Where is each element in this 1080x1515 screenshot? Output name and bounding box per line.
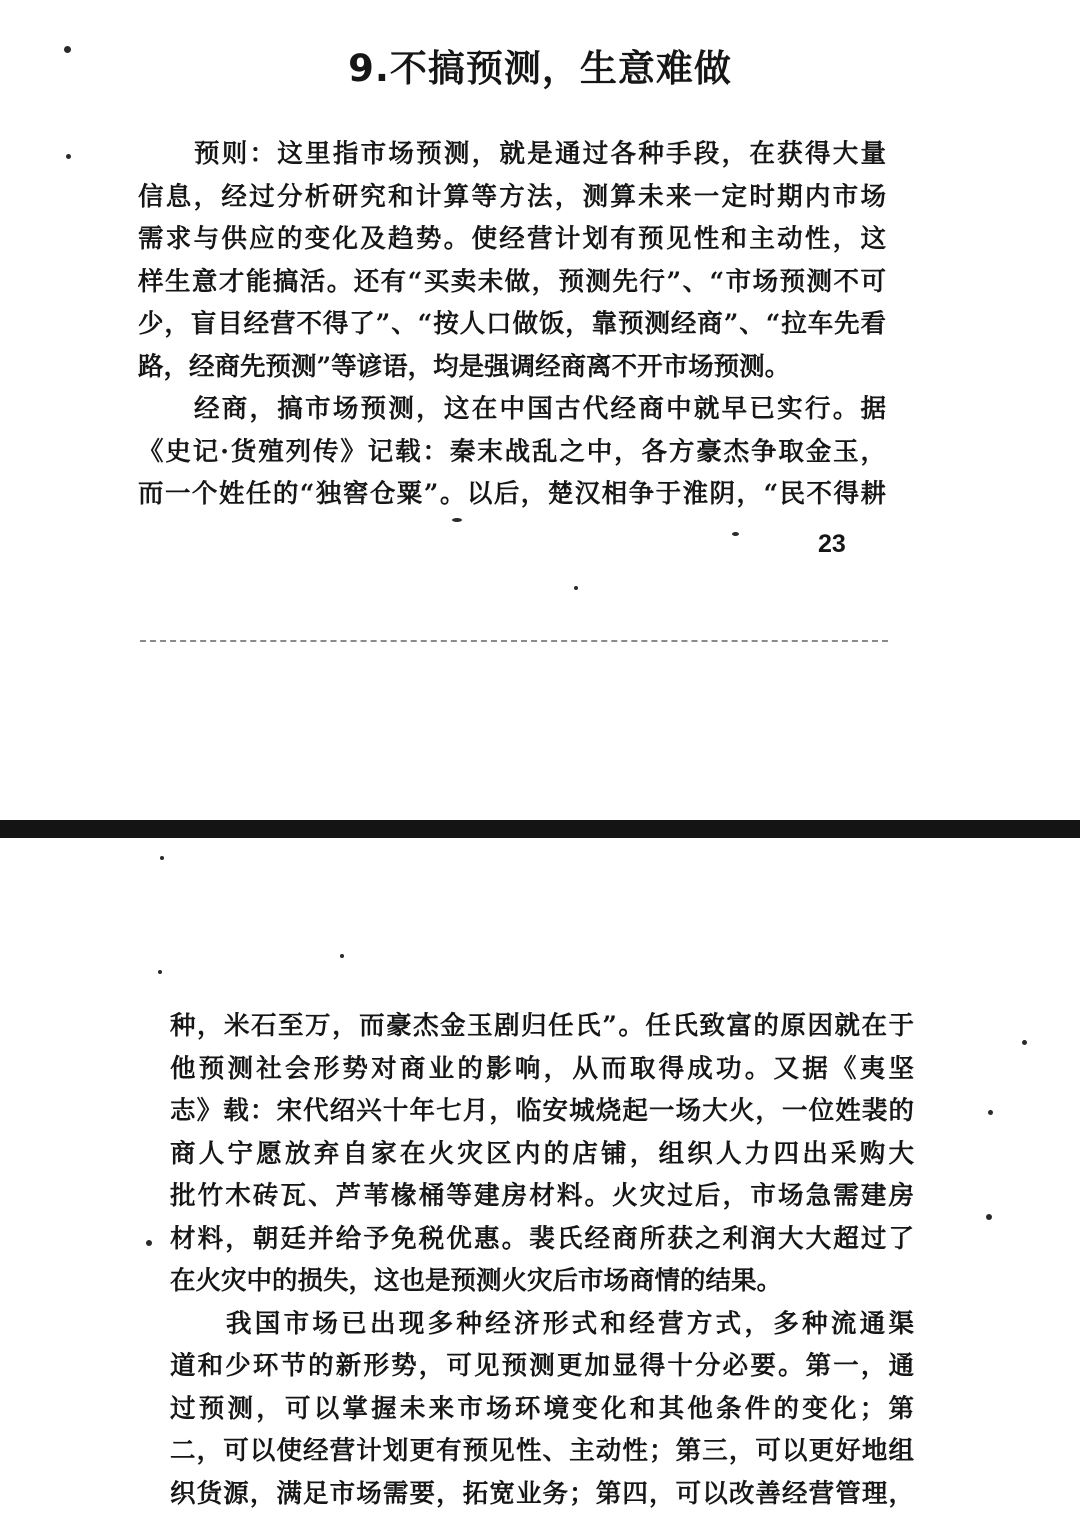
text-line: 经商，搞市场预测，这在中国古代经商中就早已实行。据 [138, 388, 886, 431]
scan-speck [452, 518, 462, 522]
text-line: 样生意才能搞活。还有“买卖未做，预测先行”、“市场预测不可 [138, 261, 886, 304]
text-line: 过预测，可以掌握未来市场环境变化和其他条件的变化；第 [170, 1388, 914, 1431]
scan-speck [986, 1214, 992, 1220]
top-page-body [138, 133, 886, 516]
text-line: 预则：这里指市场预测，就是通过各种手段，在获得大量 [138, 133, 886, 176]
text-line: 批竹木砖瓦、芦苇椽桶等建房材料。火灾过后，市场急需建房 [170, 1175, 914, 1218]
bottom-page-body [170, 1005, 914, 1515]
text-line: 《史记·货殖列传》记载：秦末战乱之中，各方豪杰争取金玉， [138, 431, 886, 474]
scan-speck [158, 970, 162, 974]
scan-speck [160, 856, 164, 860]
scan-speck [340, 954, 344, 958]
text-line: 信息，经过分析研究和计算等方法，测算未来一定时期内市场 [138, 176, 886, 219]
text-line: 材料，朝廷并给予免税优惠。裴氏经商所获之利润大大超过了 [170, 1218, 914, 1261]
text-line: 少，盲目经营不得了”、“按人口做饭，靠预测经商”、“拉车先看 [138, 303, 886, 346]
text-line: 二，可以使经营计划更有预见性、主动性；第三，可以更好地组 [170, 1430, 914, 1473]
text-line: 需求与供应的变化及趋势。使经营计划有预见性和主动性，这 [138, 218, 886, 261]
scan-speck [146, 1240, 152, 1246]
text-line: 志》载：宋代绍兴十年七月，临安城烧起一场大火，一位姓裴的 [170, 1090, 914, 1133]
scan-speck [1022, 1040, 1027, 1045]
page-divider-bar [0, 820, 1080, 838]
text-line: 我国市场已出现多种经济形式和经营方式，多种流通渠 [170, 1303, 914, 1346]
text-line: 种，米石至万，而豪杰金玉剧归任氏”。任氏致富的原因就在于 [170, 1005, 914, 1048]
text-line: 路，经商先预测”等谚语，均是强调经商离不开市场预测。 [138, 346, 886, 389]
text-line: 而一个姓任的“独窖仓粟”。以后，楚汉相争于淮阴，“民不得耕 [138, 473, 886, 516]
scan-speck [574, 586, 578, 590]
text-line: 道和少环节的新形势，可见预测更加显得十分必要。第一，通 [170, 1345, 914, 1388]
text-line: 他预测社会形势对商业的影响，从而取得成功。又据《夷坚 [170, 1048, 914, 1091]
scan-speck [988, 1110, 993, 1115]
section-title: 9.不搞预测，生意难做 [0, 38, 1080, 92]
scan-rule-line [140, 640, 888, 642]
text-line: 织货源，满足市场需要，拓宽业务；第四，可以改善经营管理， [170, 1473, 914, 1515]
page-number: 23 [818, 530, 846, 559]
text-line: 在火灾中的损失，这也是预测火灾后市场商情的结果。 [170, 1260, 914, 1303]
scan-speck [64, 46, 71, 53]
text-line: 商人宁愿放弃自家在火灾区内的店铺，组织人力四出采购大 [170, 1133, 914, 1176]
scan-speck [66, 154, 71, 159]
scan-speck [732, 532, 739, 536]
